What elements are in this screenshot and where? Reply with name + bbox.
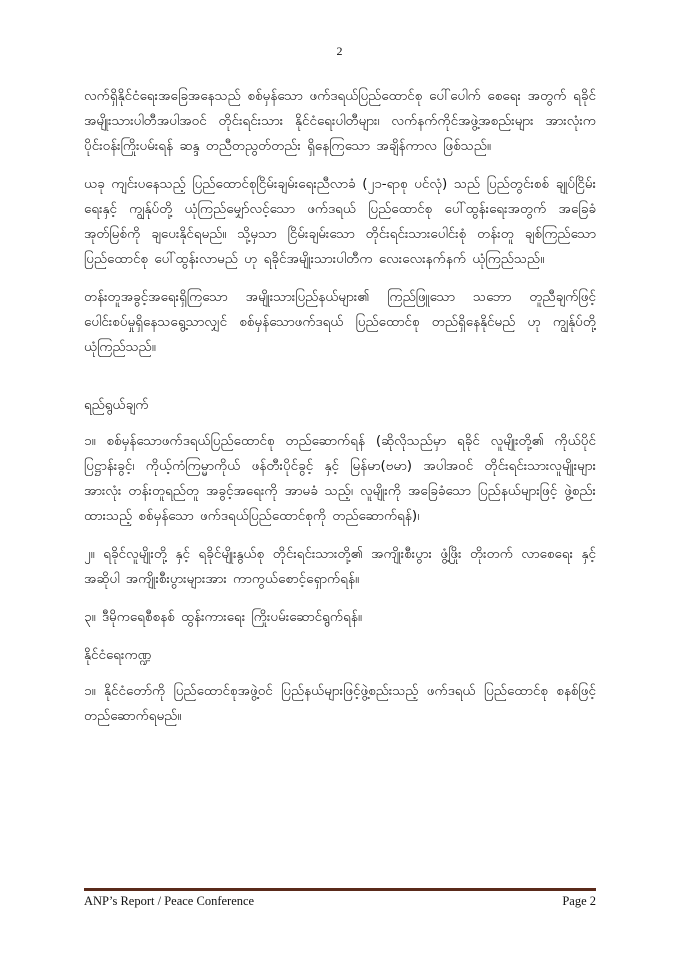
document-body <box>84 84 596 742</box>
politics-heading: နိုင်ငံရေးကဏ္ဍ <box>84 647 152 663</box>
intro-paragraph-1: လက်ရှိနိုင်ငံရေးအခြေအနေသည် စစ်မှန်သော ဖက်ဒရယ်ပြည်ထောင်စု ပေါ်ပေါက် စေရေး အတွက် ရခိုင်အမျိုးသားပါတီအပါအဝင် တိုင်းရင်းသား နိုင်ငံရေးပါတီများ၊ လက်နက်ကိုင်အဖွဲ့အစည်းများ အားလုံးက ပိုင်းဝန်းကြိုးပမ်းရန် ဆန္ဒ တညီတညွတ်တည်း ရှိနေကြသော အချိန်ကာလ ဖြစ်သည်။ <box>84 88 596 154</box>
objective-item-1: ၁။ စစ်မှန်သောဖက်ဒရယ်ပြည်ထောင်စု တည်ဆောက်ရန် (ဆိုလိုသည်မှာ ရခိုင် လူမျိုးတို့၏ ကိုယ်ပိုင်ပြဋ္ဌာန်းခွင့်၊ ကိုယ့်ကံကြမ္မာကိုယ် ဖန်တီးပိုင်ခွင့် နှင့် မြန်မာ(ဗမာ) အပါအဝင် တိုင်းရင်းသားလူမျိုးများအားလုံး တန်းတူရည်တူ အခွင့်အရေးကို အာမခံ သည့်၊ လူမျိုးကို အခြေခံသော ပြည်နယ်များဖြင့် ဖွဲ့စည်းထားသည့် စစ်မှန်သော ဖက်ဒရယ်ပြည်ထောင်စုကို တည်ဆောက်ရန်)၊ <box>84 433 596 524</box>
page-number: 2 <box>336 44 343 58</box>
politics-item-1: ၁။ နိုင်ငံတော်ကို ပြည်ထောင်စုအဖွဲ့ဝင် ပြည်နယ်များဖြင့်ဖွဲ့စည်းသည့် ဖက်ဒရယ် ပြည်ထောင်စု စနစ်ဖြင့် တည်ဆောက်ရမည်။ <box>84 683 596 724</box>
intro-paragraph-3: တန်းတူအခွင့်အရေးရှိကြသော အမျိုးသားပြည်နယ်များ၏ ကြည်ဖြူသော သဘော တူညီချက်ဖြင့် ပေါင်းစပ်မှုရှိနေသရွေ့သာလျှင် စစ်မှန်သောဖက်ဒရယ် ပြည်ထောင်စု တည်ရှိနေနိုင်မည် ဟု ကျွန်ုပ်တို့ ယုံကြည်သည်။ <box>84 289 596 355</box>
objective-item-3: ၃။ ဒီမိုကရေစီစနစ် ထွန်းကားရေး ကြိုးပမ်းဆောင်ရွက်ရန်။ <box>84 609 362 625</box>
footer-report-title: ANP’s Report / Peace Conference <box>84 894 255 908</box>
footer-page-label: Page 2 <box>562 894 596 908</box>
objectives-heading: ရည်ရွယ်ချက် <box>84 397 149 413</box>
objective-item-2: ၂။ ရခိုင်လူမျိုးတို့ နှင့် ရခိုင်မျိုးနွယ်စု တိုင်းရင်းသားတို့၏ အကျိုးစီးပွား ဖွံ့ဖြိုး တိုးတက် လာစေရေး နှင့် အဆိုပါ အကျိုးစီးပွားများအား ကာကွယ်စောင့်ရှောက်ရန်။ <box>84 546 596 587</box>
intro-paragraph-2: ယခု ကျင်းပနေသည့် ပြည်ထောင်စုငြိမ်းချမ်းရေးညီလာခံ (၂၁-ရာစု ပင်လုံ) သည် ပြည်တွင်းစစ် ချုပ်ငြိမ်းရေးနှင့် ကျွန်ုပ်တို့ ယုံကြည်မျှော်လင့်သော ဖက်ဒရယ် ပြည်ထောင်စု ပေါ်ထွန်းရေးအတွက် အခြေခံအုတ်မြစ်ကို ချပေးနိုင်ရမည်။ သို့မှသာ ငြိမ်းချမ်းသော တိုင်းရင်းသားပေါင်းစုံ တန်းတူ ချစ်ကြည်သော ပြည်ထောင်စု ပေါ်ထွန်းလာမည် ဟု ရခိုင်အမျိုးသားပါတီက လေးလေးနက်နက် ယုံကြည်သည်။ <box>84 176 596 267</box>
footer-divider <box>84 888 596 891</box>
